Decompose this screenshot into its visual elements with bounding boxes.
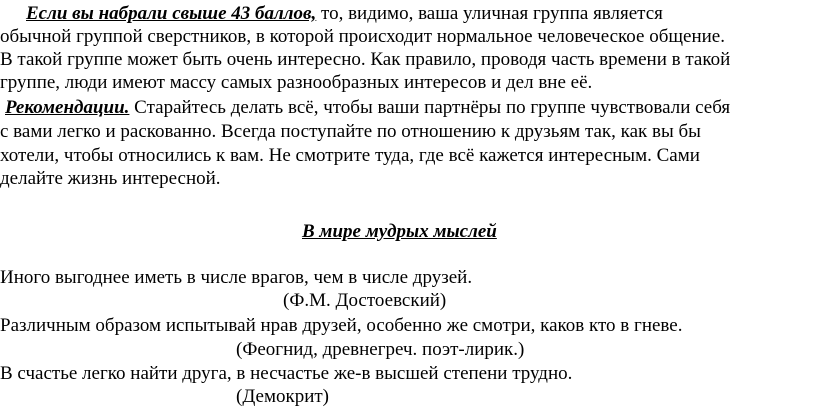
- paragraph2-line2: с вами легко и раскованно. Всегда поступайте по отношению к друзьям так, как вы бы: [0, 121, 701, 142]
- paragraph1-line1-text: то, видимо, ваша уличная группа является: [316, 3, 663, 24]
- quote-author: (Демокрит): [236, 386, 330, 407]
- paragraph1-line2: обычной группой сверстников, в которой происходит нормальное человеческое общение.: [0, 26, 725, 47]
- paragraph1-lead: Если вы набрали свыше 43 баллов,: [26, 3, 317, 24]
- recommendations-lead: Рекомендации.: [5, 97, 130, 118]
- quote-text: В счастье легко найти друга, в несчастье же-в высшей степени трудно.: [0, 363, 573, 384]
- quote-text: Иного выгоднее иметь в числе врагов, чем в числе друзей.: [0, 267, 473, 288]
- quote-text: Различным образом испытывай нрав друзей, особенно же смотри, каков кто в гневе.: [0, 315, 683, 336]
- quote-author: (Ф.М. Достоевский): [283, 290, 447, 311]
- paragraph2-line3: хотели, чтобы относились к вам. Не смотрите туда, где всё кажется интересным. Сами: [0, 145, 700, 166]
- section-title: В мире мудрых мыслей: [302, 221, 497, 242]
- quote-author: (Феогнид, древнегреч. поэт-лирик.): [236, 339, 525, 360]
- paragraph1-line1: [0, 2, 663, 25]
- paragraph2-line1-text: Старайтесь делать всё, чтобы ваши партнёры по группе чувствовали себя: [129, 97, 731, 118]
- paragraph2-line4: делайте жизнь интересной.: [0, 168, 221, 189]
- paragraph1-line4: группе, люди имеют массу самых разнообразных интересов и дел вне её.: [0, 72, 593, 93]
- paragraph1-line3: В такой группе может быть очень интересно. Как правило, проводя часть времени в такой: [0, 49, 731, 70]
- paragraph2-line1: [0, 96, 730, 119]
